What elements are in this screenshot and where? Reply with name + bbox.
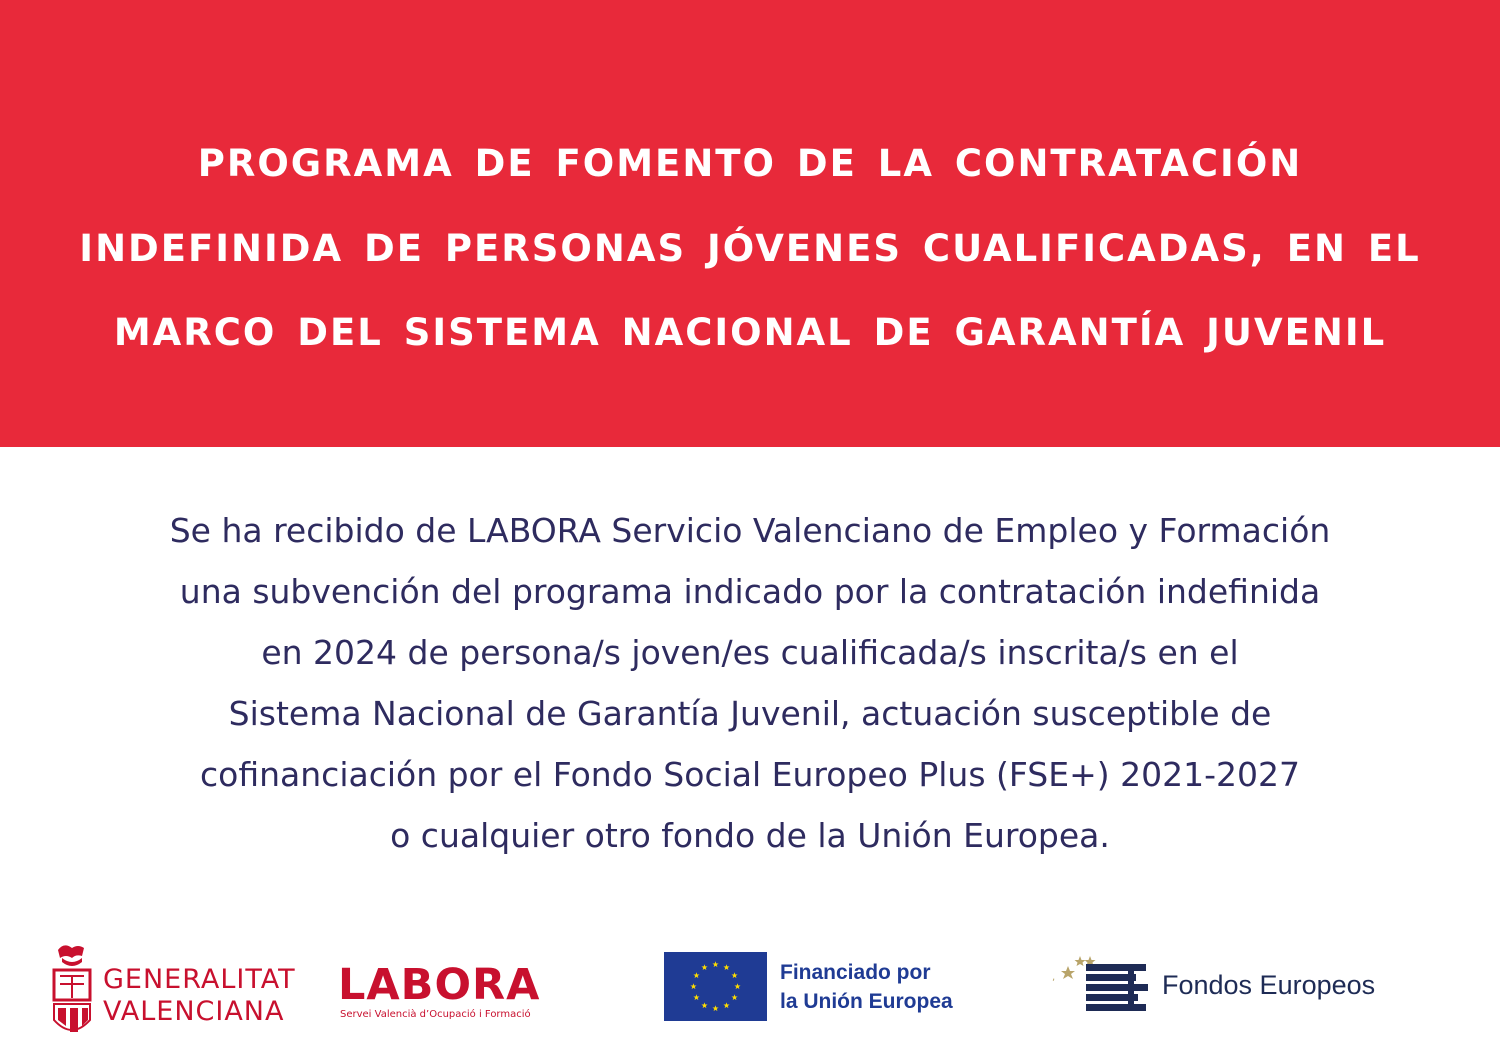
- generalitat-line-2: VALENCIANA: [103, 996, 285, 1027]
- notice-line-5: cofinanciación por el Fondo Social Europeo Plus (FSE+) 2021-2027: [200, 755, 1300, 794]
- title-line-3: MARCO DEL SISTEMA NACIONAL DE GARANTÍA JUVENIL: [113, 311, 1387, 354]
- fondos-europeos-text: Fondos Europeos: [1162, 970, 1376, 1000]
- generalitat-coat-of-arms-icon: [48, 942, 96, 1042]
- eu-star: [690, 983, 696, 989]
- eu-funding-line-1: Financiado por: [780, 961, 931, 984]
- notice-line-4: Sistema Nacional de Garantía Juvenil, actuación susceptible de: [228, 694, 1272, 733]
- eu-flag-icon: [664, 952, 767, 1021]
- notice-text: [0, 500, 1500, 866]
- eu-star: [723, 964, 729, 970]
- eu-star: [712, 1005, 718, 1011]
- eu-star: [732, 972, 738, 978]
- generalitat-logo-text: [103, 964, 296, 1028]
- fondos-europeos-icon: [1050, 952, 1155, 1014]
- svg-text:,: ,: [1052, 972, 1056, 983]
- notice-line-1: Se ha recibido de LABORA Servicio Valenciano de Empleo y Formación: [169, 511, 1331, 550]
- labora-logo-subtitle: Servei Valencià d’Ocupació i Formació: [340, 1009, 531, 1020]
- notice-line-6: o cualquier otro fondo de la Unión Europea.: [390, 816, 1110, 855]
- eu-star: [712, 961, 718, 967]
- eu-star: [701, 1002, 707, 1008]
- eu-star: [693, 972, 699, 978]
- eu-funding-text: [780, 958, 953, 1016]
- eu-star: [723, 1002, 729, 1008]
- title-line-2: INDEFINIDA DE PERSONAS JÓVENES CUALIFICADAS, EN EL: [79, 227, 1421, 270]
- eu-star: [734, 983, 740, 989]
- title-line-1: PROGRAMA DE FOMENTO DE LA CONTRATACIÓN: [197, 142, 1303, 185]
- eu-funding-line-2: la Unión Europea: [780, 990, 953, 1013]
- eu-star: [693, 994, 699, 1000]
- title-banner: [0, 0, 1500, 447]
- eu-star: [732, 994, 738, 1000]
- generalitat-line-1: GENERALITAT: [103, 964, 296, 995]
- notice-line-3: en 2024 de persona/s joven/es cualificada/s inscrita/s en el: [261, 633, 1239, 672]
- eu-star: [701, 964, 707, 970]
- labora-logo-name: LABORA: [338, 960, 541, 1010]
- eu-stars-icon: [664, 952, 767, 1021]
- notice-line-2: una subvención del programa indicado por la contratación indefinida: [179, 572, 1321, 611]
